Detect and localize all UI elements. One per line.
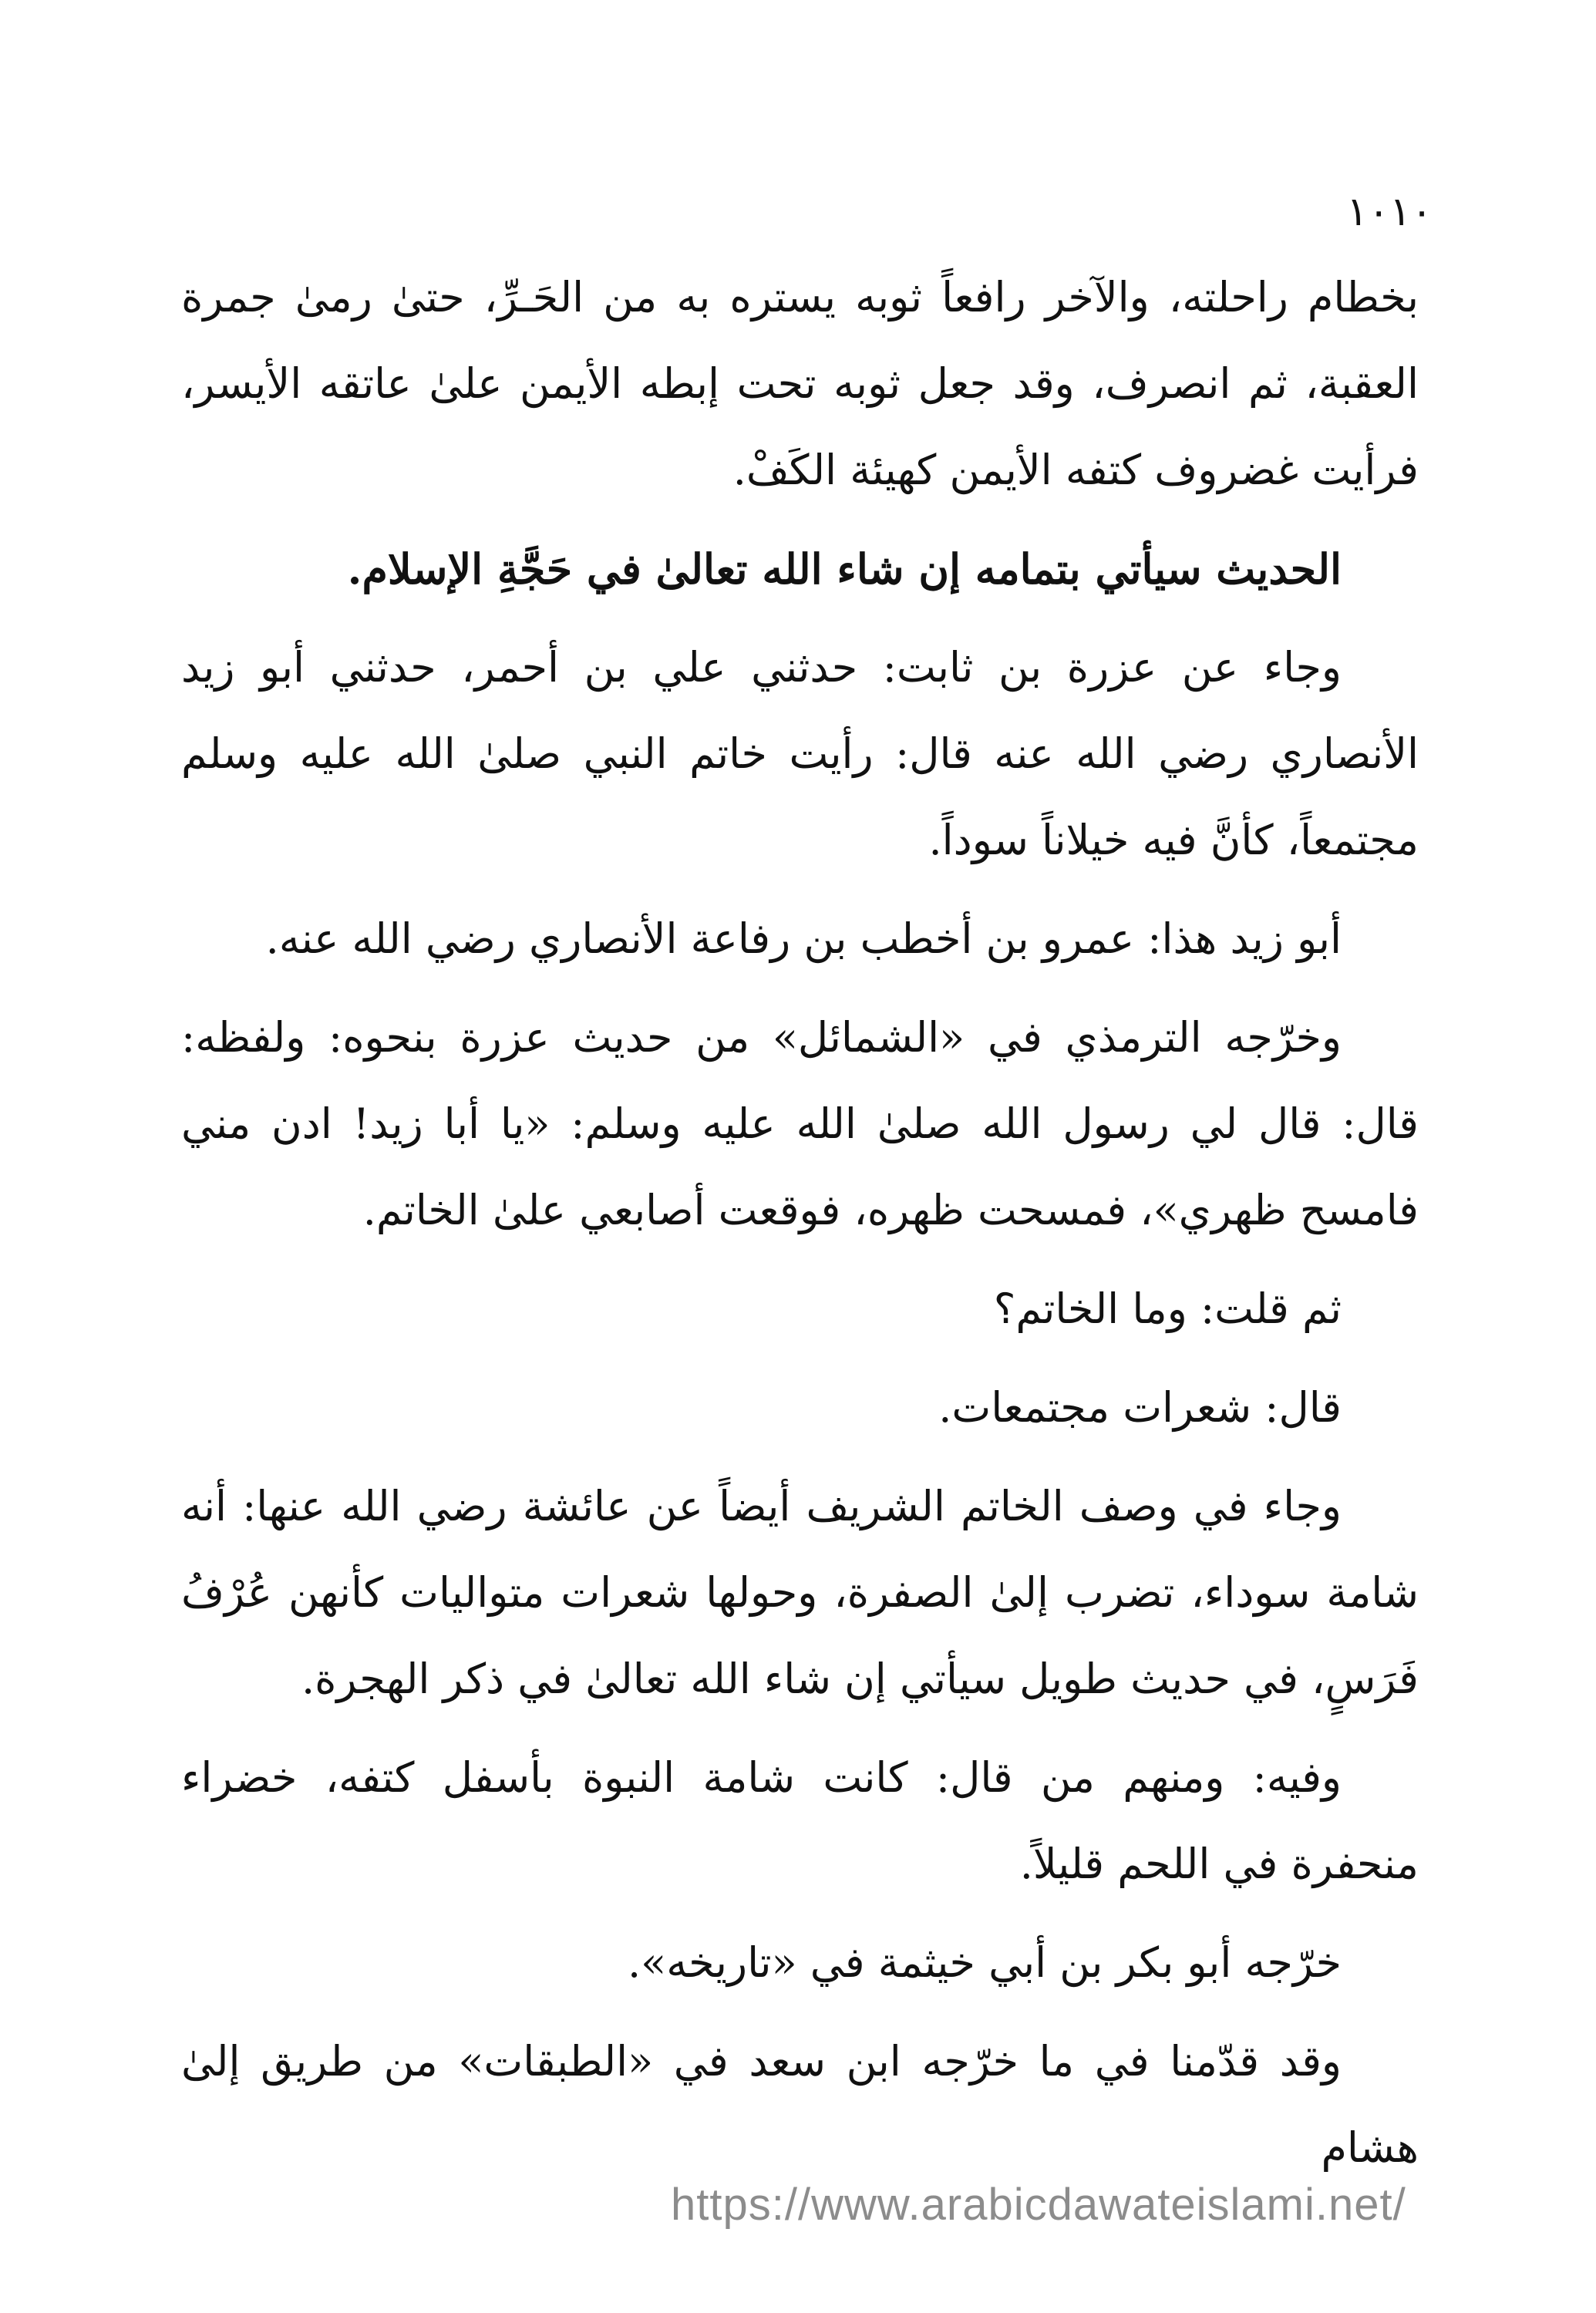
paragraph-3: وجاء عن عزرة بن ثابت: حدثني علي بن أحمر، حدثني أبو زيد الأنصاري رضي الله عنه قال: رأيت خاتم النبي صلىٰ الله عليه وسلم مجتمعاً، كأنَّ فيه خيلاناً سوداً. <box>181 643 1419 864</box>
paragraph-8: وجاء في وصف الخاتم الشريف أيضاً عن عائشة رضي الله عنها: أنه شامة سوداء، تضرب إلىٰ الصفرة، وحولها شعرات متواليات كأنهن عُرْفُ فَرَسٍ، في حديث طويل سيأتي إن شاء الله تعالىٰ في ذكر الهجرة. <box>181 1482 1419 1703</box>
paragraph-9: وفيه: ومنهم من قال: كانت شامة النبوة بأسفل كتفه، خضراء منحفرة في اللحم قليلاً. <box>181 1753 1419 1888</box>
paragraph-4: أبو زيد هذا: عمرو بن أخطب بن رفاعة الأنصاري رضي الله عنه. <box>265 914 1342 963</box>
paragraph-7: قال: شعرات مجتمعات. <box>938 1383 1342 1432</box>
page-number: ١٠١٠ <box>1346 189 1433 235</box>
paragraph-2: الحديث سيأتي بتمامه إن شاء الله تعالىٰ في حَجَّةِ الإسلام. <box>347 544 1342 594</box>
source-url-watermark: https://www.arabicdawateislami.net/ <box>671 2180 1406 2230</box>
paragraph-1: بخطام راحلته، والآخر رافعاً ثوبه يستره به من الحَـرِّ، حتىٰ رمىٰ جمرة العقبة، ثم انصرف، وقد جعل ثوبه تحت إبطه الأيمن علىٰ عاتقه الأيسر، فرأيت غضروف كتفه الأيمن كهيئة الكَفْ. <box>181 273 1419 494</box>
paragraph-10: خرّجه أبو بكر بن أبي خيثمة في «تاريخه». <box>627 1938 1342 1987</box>
paragraph-11: وقد قدّمنا في ما خرّجه ابن سعد في «الطبقات» من طريق إلىٰ هشام <box>181 2037 1419 2172</box>
paragraph-5: وخرّجه الترمذي في «الشمائل» من حديث عزرة بنحوه: ولفظه: قال: قال لي رسول الله صلىٰ الله عليه وسلم: «يا أبا زيد! ادن مني فامسح ظهري»، فمسحت ظهره، فوقعت أصابعي علىٰ الخاتم. <box>181 1013 1419 1234</box>
body-text <box>181 254 1419 2204</box>
paragraph-6: ثم قلت: وما الخاتم؟ <box>993 1284 1342 1333</box>
